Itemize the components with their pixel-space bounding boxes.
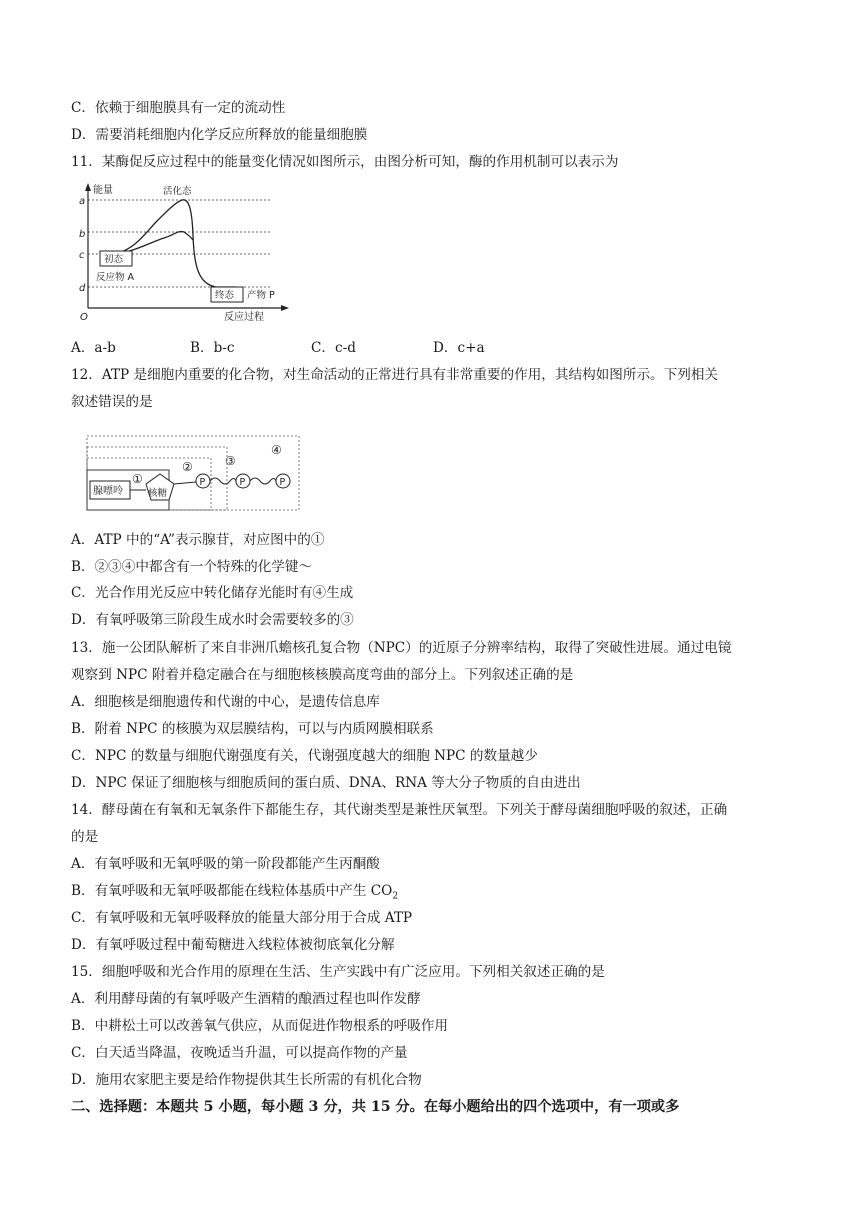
level-b-label: b (79, 229, 86, 240)
co2-subscript: 2 (392, 891, 399, 902)
q13-option-c: C．NPC 的数量与细胞代谢强度有关，代谢强度越大的细胞 NPC 的数量越少 (71, 748, 538, 764)
product-label: 产物 P (247, 290, 275, 301)
q14-stem-line1: 14．酵母菌在有氧和无氧条件下都能生存，其代谢类型是兼性厌氧型。下列关于酵母菌细胞呼吸的叙述，正确 (71, 802, 728, 818)
peak-label: 活化态 (163, 186, 192, 197)
q12-option-c: C．光合作用光反应中转化储存光能时有④生成 (71, 585, 354, 601)
q11-option-c: C．c-d (311, 340, 356, 356)
x-axis-arrow (281, 305, 289, 311)
q13-stem-line1: 13．施一公团队解析了来自非洲爪蟾核孔复合物（NPC）的近原子分辨率结构，取得了突破性进展。通过电镜 (71, 640, 732, 656)
high-energy-bond-1 (210, 478, 236, 484)
q12-atp-structure-diagram (86, 434, 302, 514)
adenine-label: 腺嘌呤 (93, 486, 123, 497)
x-axis-label: 反应过程 (224, 312, 264, 322)
q12-option-b: B．②③④中都含有一个特殊的化学键～ (71, 559, 313, 575)
q14-option-a: A．有氧呼吸和无氧呼吸的第一阶段都能产生丙酮酸 (71, 856, 380, 872)
q14-option-c: C．有氧呼吸和无氧呼吸释放的能量大部分用于合成 ATP (71, 910, 413, 926)
q14-option-b-wrap (71, 881, 398, 907)
ribose-label: 核糖 (148, 488, 168, 499)
q14-option-d: D．有氧呼吸过程中葡萄糖进入线粒体被彻底氧化分解 (71, 937, 395, 953)
final-state-label: 终态 (215, 290, 235, 301)
q11-option-b: B．b-c (190, 340, 235, 356)
origin-label: O (80, 312, 88, 322)
y-axis-label: 能量 (93, 185, 113, 196)
q14-stem-line2: 的是 (71, 829, 99, 845)
section2-heading: 二、选择题：本题共 5 小题，每小题 3 分，共 15 分。在每小题给出的四个选项中，有一项或多 (71, 1099, 680, 1115)
q11-stem: 11．某酶促反应过程中的能量变化情况如图所示，由图分析可知，酶的作用机制可以表示为 (71, 154, 619, 170)
q15-option-a: A．利用酵母菌的有氧呼吸产生酒精的酿酒过程也叫作发酵 (71, 991, 421, 1007)
phosphate-2-label: P (239, 477, 246, 488)
q15-option-c: C．白天适当降温，夜晚适当升温，可以提高作物的产量 (71, 1045, 408, 1061)
q12-stem-line1: 12．ATP 是细胞内重要的化合物，对生命活动的正常进行具有非常重要的作用，其结构如图所示。下列相关 (71, 367, 719, 383)
reactant-label: 反应物 A (96, 272, 135, 283)
q12-stem-line2: 叙述错误的是 (71, 394, 153, 410)
phosphate-3-label: P (279, 477, 286, 488)
q11-option-d: D．c+a (433, 340, 485, 356)
phosphate-1-label: P (199, 477, 206, 488)
q13-option-b: B．附着 NPC 的核膜为双层膜结构，可以与内质网膜相联系 (71, 721, 434, 737)
level-c-label: c (79, 250, 85, 261)
q11-option-a: A．a-b (71, 340, 116, 356)
q11-energy-diagram (76, 180, 291, 322)
q10-option-d: D．需要消耗细胞内化学反应所释放的能量细胞膜 (71, 127, 368, 143)
marker-1: ① (132, 472, 143, 486)
high-energy-bond-2 (250, 478, 276, 484)
q12-option-a: A．ATP 中的“A”表示腺苷，对应图中的① (71, 532, 325, 548)
marker-4: ④ (271, 443, 282, 457)
q13-option-a: A．细胞核是细胞遗传和代谢的中心，是遗传信息库 (71, 694, 380, 710)
q15-stem: 15．细胞呼吸和光合作用的原理在生活、生产实践中有广泛应用。下列相关叙述正确的是 (71, 964, 605, 980)
q15-option-b: B．中耕松土可以改善氧气供应，从而促进作物根系的呼吸作用 (71, 1018, 449, 1034)
q13-option-d: D．NPC 保证了细胞核与细胞质间的蛋白质、DNA、RNA 等大分子物质的自由进出 (71, 775, 581, 791)
marker-2: ② (182, 460, 193, 474)
q13-stem-line2: 观察到 NPC 附着并稳定融合在与细胞核核膜高度弯曲的部分上。下列叙述正确的是 (71, 667, 574, 683)
level-a-label: a (79, 196, 86, 207)
q10-option-c: C．依赖于细胞膜具有一定的流动性 (71, 100, 286, 116)
q15-option-d: D．施用农家肥主要是给作物提供其生长所需的有机化合物 (71, 1072, 422, 1088)
y-axis-arrow (85, 183, 91, 191)
marker-3: ③ (225, 454, 236, 468)
level-d-label: d (79, 283, 86, 294)
q14-option-b: B．有氧呼吸和无氧呼吸都能在线粒体基质中产生 CO (71, 883, 393, 899)
q12-option-d: D．有氧呼吸第三阶段生成水时会需要较多的③ (71, 612, 354, 628)
ribose-p1-bond (174, 482, 196, 484)
initial-state-label: 初态 (104, 254, 124, 265)
